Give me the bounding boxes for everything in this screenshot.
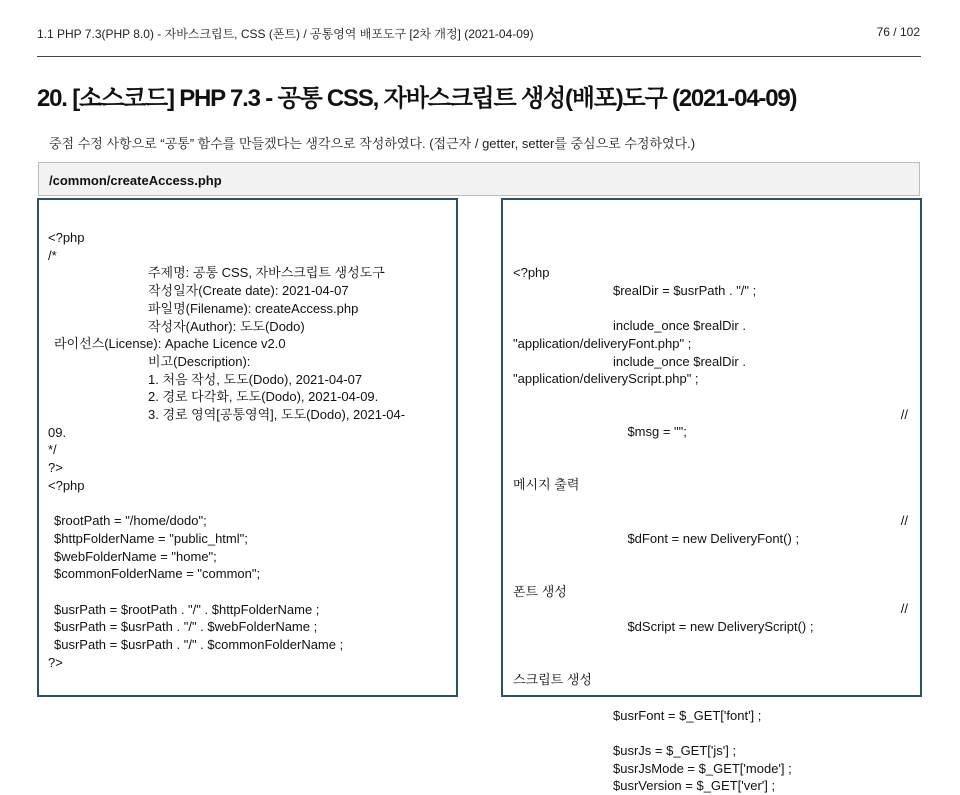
code-line: 스크립트 생성: [513, 672, 592, 688]
file-path-label: /common/createAccess.php: [49, 173, 222, 188]
code-line: [513, 600, 908, 671]
code-line: $httpFolderName = "public_html";: [54, 530, 248, 546]
comment-marker: //: [900, 406, 908, 422]
code-line: 파일명(Filename): createAccess.php: [148, 300, 359, 316]
code-panel-left: [37, 198, 458, 697]
code-line: 작성일자(Create date): 2021-04-07: [148, 283, 349, 299]
code-line: ?>: [48, 460, 63, 476]
code-line: $usrPath = $usrPath . "/" . $commonFolderName ;: [54, 637, 344, 653]
page-number: 76 / 102: [876, 25, 920, 39]
code-line: 09.: [48, 424, 67, 440]
code-line: 라이선스(License): Apache Licence v2.0: [54, 336, 286, 352]
code-text: $dScript = new DeliveryScript() ;: [627, 619, 814, 635]
file-path-bar: [38, 162, 920, 196]
intro-text: 중점 수정 사항으로 “공통” 함수를 만들겠다는 생각으로 작성하였다. (접근자 / getter, setter를 중심으로 수정하였다.): [49, 136, 696, 151]
comment-marker: //: [900, 512, 908, 528]
code-line: [513, 494, 908, 512]
code-line: 비고(Description):: [148, 353, 251, 369]
code-line: 3. 경로 영역[공통영역], 도도(Dodo), 2021-04-: [148, 407, 406, 423]
page-title: 20. [소스코드] PHP 7.3 - 공통 CSS, 자바스크립트 생성(배포)도구 (2021-04-09): [37, 85, 797, 112]
code-line: */: [48, 442, 57, 458]
code-line: include_once $realDir .: [613, 318, 746, 334]
code-line: [513, 299, 908, 317]
code-line: /*: [48, 247, 57, 263]
code-line: $rootPath = "/home/dodo";: [54, 513, 207, 529]
code-line: 폰트 생성: [513, 583, 567, 599]
code-line: $usrJs = $_GET['js'] ;: [613, 742, 737, 758]
code-line: $commonFolderName = "common";: [54, 566, 261, 582]
document-header-title: 1.1 PHP 7.3(PHP 8.0) - 자바스크립트, CSS (폰트) / 공통영역 배포도구 [2차 개정] (2021-04-09): [37, 27, 534, 41]
code-line: [513, 689, 908, 707]
code-line: [513, 724, 908, 742]
code-line: ?>: [48, 654, 63, 670]
code-line: "application/deliveryFont.php" ;: [513, 335, 692, 351]
code-line: 메시지 출력: [513, 477, 580, 493]
code-line: $webFolderName = "home";: [54, 548, 217, 564]
code-line: $usrJsMode = $_GET['mode'] ;: [613, 760, 792, 776]
code-panel-right: [501, 198, 922, 794]
code-line: $usrPath = $usrPath . "/" . $webFolderName ;: [54, 619, 318, 635]
code-line: [513, 512, 908, 583]
code-line: 2. 경로 다각화, 도도(Dodo), 2021-04-09.: [148, 389, 379, 405]
comment-marker: //: [900, 601, 908, 617]
code-text: $dFont = new DeliveryFont() ;: [627, 530, 800, 546]
code-line: [513, 388, 908, 406]
code-line: $realDir = $usrPath . "/" ;: [613, 282, 757, 298]
code-line: <?php: [513, 265, 550, 280]
code-line: <?php: [48, 477, 85, 493]
code-line: $usrFont = $_GET['font'] ;: [613, 707, 762, 723]
code-line: $usrVersion = $_GET['ver'] ;: [613, 778, 776, 794]
code-line: $usrPath = $rootPath . "/" . $httpFolderName ;: [54, 601, 320, 617]
code-line: <?php: [48, 230, 85, 245]
code-line: [513, 406, 908, 477]
code-line: 작성자(Author): 도도(Dodo): [148, 318, 305, 334]
code-line: include_once $realDir .: [613, 353, 746, 369]
code-line: [48, 495, 448, 513]
code-line: 1. 처음 작성, 도도(Dodo), 2021-04-07: [148, 371, 363, 387]
header-divider: [37, 56, 921, 57]
code-line: "application/deliveryScript.php" ;: [513, 371, 699, 387]
code-line: [48, 583, 448, 601]
code-line: 주제명: 공통 CSS, 자바스크립트 생성도구: [148, 265, 385, 281]
code-text: $msg = "";: [627, 424, 687, 440]
